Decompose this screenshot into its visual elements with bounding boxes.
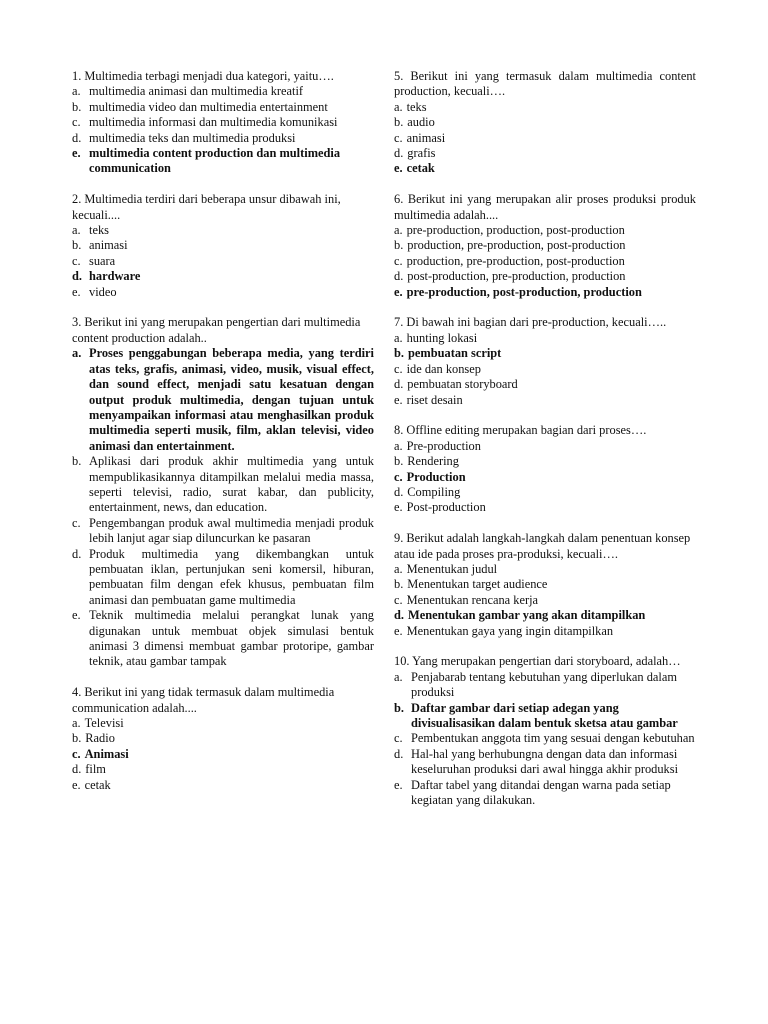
question-4 bbox=[72, 685, 374, 793]
option-c bbox=[72, 254, 374, 269]
question-8 bbox=[394, 423, 696, 515]
option-text: ide dan konsep bbox=[406, 361, 481, 376]
option-text: pembuatan script bbox=[408, 346, 502, 361]
option-c bbox=[394, 731, 696, 746]
option-e-correct bbox=[394, 285, 696, 300]
option-b bbox=[72, 731, 374, 746]
option-label: b. bbox=[72, 99, 82, 114]
option-label: d. bbox=[72, 762, 82, 777]
option-label: c. bbox=[72, 515, 81, 530]
option-b bbox=[394, 115, 696, 130]
option-text: Menentukan judul bbox=[406, 561, 498, 576]
option-text: hardware bbox=[89, 269, 141, 284]
option-a bbox=[394, 562, 696, 577]
option-label: a. bbox=[394, 330, 403, 345]
option-text: Daftar gambar dari setiap adegan yang divisualisasikan dalam bentuk sketsa atau gambar bbox=[411, 700, 678, 730]
option-c bbox=[72, 516, 374, 547]
option-text: production, pre-production, post-production bbox=[406, 253, 625, 268]
option-text: Daftar tabel yang ditandai dengan warna pada setiap kegiatan yang dilakukan. bbox=[411, 777, 671, 808]
option-text: Rendering bbox=[407, 454, 459, 469]
option-text: Menentukan gaya yang ingin ditampilkan bbox=[406, 623, 614, 638]
option-d-correct bbox=[394, 608, 696, 623]
option-label: d. bbox=[394, 146, 404, 161]
option-c bbox=[394, 131, 696, 146]
option-text: Penjabarab tentang kebutuhan yang diperlukan dalam produksi bbox=[411, 669, 677, 700]
option-label: e. bbox=[394, 284, 403, 299]
option-label: a. bbox=[394, 438, 403, 453]
option-label: b. bbox=[394, 346, 404, 361]
option-label: b. bbox=[72, 238, 82, 253]
option-a bbox=[72, 84, 374, 99]
option-e bbox=[394, 500, 696, 515]
option-text: audio bbox=[407, 115, 435, 130]
option-text: animasi bbox=[89, 238, 128, 253]
option-text: suara bbox=[89, 253, 116, 268]
option-text: Menentukan rencana kerja bbox=[406, 592, 539, 607]
option-text: Pengembangan produk awal multimedia menjadi produk lebih lanjut agar siap diluncurkan ke pasaran bbox=[89, 515, 374, 546]
option-text: production, pre-production, post-production bbox=[407, 238, 626, 253]
option-label: d. bbox=[394, 269, 404, 284]
option-text: Menentukan gambar yang akan ditampilkan bbox=[408, 608, 646, 623]
option-text: film bbox=[85, 762, 106, 777]
option-label: c. bbox=[394, 253, 403, 268]
option-text: Production bbox=[406, 469, 466, 484]
option-label: b. bbox=[394, 700, 404, 715]
option-d bbox=[72, 547, 374, 609]
option-label: c. bbox=[394, 361, 403, 376]
question-3 bbox=[72, 315, 374, 669]
option-e bbox=[394, 778, 696, 809]
option-c bbox=[394, 254, 696, 269]
option-c bbox=[394, 593, 696, 608]
option-text: Proses penggabungan beberapa media, yang terdiri atas teks, grafis, animasi, video, musik, visual effect, dan sound effect, menjadi satu kesatuan dengan output produk multimedia, dengan tujuan untuk menyampaikan informasi atau menghasilkan produk multimedia seperti musik, film, aklan televisi, video animasi dan entertainment. bbox=[89, 346, 374, 453]
question-text: 7. Di bawah ini bagian dari pre-production, kecuali….. bbox=[394, 315, 667, 330]
option-e bbox=[72, 778, 374, 793]
option-text: Televisi bbox=[84, 716, 124, 731]
option-label: b. bbox=[394, 577, 404, 592]
option-d bbox=[394, 747, 696, 778]
option-c-correct bbox=[394, 470, 696, 485]
option-a bbox=[72, 716, 374, 731]
question-text: 2. Multimedia terdiri dari beberapa unsur dibawah ini, kecuali.... bbox=[72, 192, 341, 222]
option-label: a. bbox=[72, 84, 81, 99]
option-d bbox=[72, 762, 374, 777]
option-label: a. bbox=[394, 223, 403, 238]
option-label: b. bbox=[394, 454, 404, 469]
option-label: a. bbox=[72, 223, 81, 238]
option-label: c. bbox=[394, 130, 403, 145]
option-text: riset desain bbox=[406, 392, 463, 407]
option-b-correct bbox=[394, 346, 696, 361]
option-b bbox=[72, 454, 374, 516]
option-text: hunting lokasi bbox=[406, 330, 478, 345]
option-text: multimedia animasi dan multimedia kreatif bbox=[89, 84, 304, 99]
option-label: e. bbox=[72, 146, 81, 161]
option-text: Radio bbox=[85, 731, 115, 746]
option-b bbox=[72, 238, 374, 253]
option-text: Aplikasi dari produk akhir multimedia yang untuk mempublikasikannya ditampilkan melalui media massa, seperti televisi, radio, surat kabar, dan publicity, entertainment, news, dan education. bbox=[89, 454, 374, 515]
option-c-correct bbox=[72, 747, 374, 762]
option-a-correct bbox=[72, 346, 374, 454]
question-9 bbox=[394, 531, 696, 639]
option-text: cetak bbox=[406, 161, 435, 176]
option-text: grafis bbox=[407, 146, 436, 161]
option-label: e. bbox=[394, 623, 403, 638]
option-text: pre-production, post-production, production bbox=[406, 284, 642, 299]
option-text: pembuatan storyboard bbox=[407, 377, 518, 392]
option-d bbox=[394, 269, 696, 284]
option-label: e. bbox=[394, 392, 403, 407]
option-label: d. bbox=[394, 746, 404, 761]
option-d-correct bbox=[72, 269, 374, 284]
option-text: pre-production, production, post-production bbox=[406, 223, 625, 238]
question-1 bbox=[72, 69, 374, 177]
question-5 bbox=[394, 69, 696, 177]
option-text: Compiling bbox=[407, 484, 461, 499]
option-a bbox=[394, 100, 696, 115]
option-d bbox=[394, 485, 696, 500]
option-b bbox=[394, 454, 696, 469]
option-label: c. bbox=[394, 592, 403, 607]
option-a bbox=[394, 331, 696, 346]
option-label: c. bbox=[394, 731, 403, 746]
option-d bbox=[394, 146, 696, 161]
option-a bbox=[394, 439, 696, 454]
option-label: b. bbox=[394, 238, 404, 253]
option-text: cetak bbox=[84, 777, 111, 792]
option-b bbox=[72, 100, 374, 115]
option-e-correct bbox=[72, 146, 374, 177]
option-label: d. bbox=[394, 484, 404, 499]
option-e bbox=[72, 608, 374, 670]
option-text: teks bbox=[406, 99, 427, 114]
option-text: multimedia teks dan multimedia produksi bbox=[89, 130, 296, 145]
option-label: d. bbox=[72, 269, 82, 284]
option-label: e. bbox=[394, 500, 403, 515]
option-label: b. bbox=[72, 454, 82, 469]
option-text: multimedia informasi dan multimedia komunikasi bbox=[89, 115, 338, 130]
option-label: a. bbox=[72, 716, 81, 731]
option-c bbox=[72, 115, 374, 130]
option-label: e. bbox=[72, 608, 81, 623]
option-label: a. bbox=[394, 561, 403, 576]
option-label: e. bbox=[72, 777, 81, 792]
option-label: d. bbox=[394, 377, 404, 392]
option-label: a. bbox=[394, 669, 403, 684]
option-label: d. bbox=[72, 546, 82, 561]
option-e bbox=[394, 393, 696, 408]
option-label: d. bbox=[394, 608, 404, 623]
option-text: Menentukan target audience bbox=[407, 577, 548, 592]
option-e-correct bbox=[394, 161, 696, 176]
option-label: d. bbox=[72, 130, 82, 145]
option-label: e. bbox=[394, 777, 403, 792]
option-label: b. bbox=[72, 731, 82, 746]
question-text: 10. Yang merupakan pengertian dari storyboard, adalah… bbox=[394, 654, 681, 669]
question-10 bbox=[394, 654, 696, 808]
left-column bbox=[72, 69, 374, 808]
option-text: Produk multimedia yang dikembangkan untuk pembuatan iklan, pertunjukan seni komersil, hiburan, pembuatan film dengan efek khusus, pembuatan film animasi dan pembuatan game multimedia bbox=[89, 546, 374, 607]
option-text: Animasi bbox=[84, 746, 129, 761]
option-label: c. bbox=[72, 253, 81, 268]
option-text: multimedia content production dan multimedia communication bbox=[89, 146, 341, 176]
option-d bbox=[72, 131, 374, 146]
option-text: Hal-hal yang berhubungna dengan data dan informasi keseluruhan produksi dari awal hingga akhir produksi bbox=[411, 746, 679, 777]
option-text: multimedia video dan multimedia entertainment bbox=[89, 99, 328, 114]
question-text: 3. Berikut ini yang merupakan pengertian dari multimedia content production adalah.. bbox=[72, 315, 361, 345]
question-6 bbox=[394, 192, 696, 300]
question-text: 9. Berikut adalah langkah-langkah dalam penentuan konsep atau ide pada proses pra-produksi, kecuali…. bbox=[394, 531, 691, 561]
option-label: b. bbox=[394, 115, 404, 130]
option-text: Pre-production bbox=[406, 438, 481, 453]
option-b-correct bbox=[394, 701, 696, 732]
option-d bbox=[394, 377, 696, 392]
option-a bbox=[72, 223, 374, 238]
question-text: 5. Berikut ini yang termasuk dalam multimedia content production, kecuali…. bbox=[394, 69, 696, 99]
option-label: c. bbox=[72, 746, 81, 761]
option-label: e. bbox=[394, 161, 403, 176]
option-label: e. bbox=[72, 284, 81, 299]
option-a bbox=[394, 223, 696, 238]
question-2 bbox=[72, 192, 374, 300]
question-text: 8. Offline editing merupakan bagian dari proses…. bbox=[394, 423, 647, 438]
question-7 bbox=[394, 315, 696, 407]
question-text: 1. Multimedia terbagi menjadi dua kategori, yaitu…. bbox=[72, 69, 334, 83]
option-b bbox=[394, 577, 696, 592]
option-label: a. bbox=[72, 346, 82, 361]
option-label: c. bbox=[72, 115, 81, 130]
option-label: a. bbox=[394, 99, 403, 114]
option-text: post-production, pre-production, production bbox=[407, 269, 626, 284]
option-b bbox=[394, 238, 696, 253]
option-a bbox=[394, 670, 696, 701]
question-text: 4. Berikut ini yang tidak termasuk dalam multimedia communication adalah.... bbox=[72, 685, 335, 715]
question-text: 6. Berikut ini yang merupakan alir proses produksi produk multimedia adalah.... bbox=[394, 192, 696, 222]
option-text: teks bbox=[89, 223, 109, 238]
option-text: Pembentukan anggota tim yang sesuai dengan kebutuhan bbox=[411, 731, 695, 746]
option-e bbox=[72, 285, 374, 300]
option-text: video bbox=[89, 284, 117, 299]
option-text: Teknik multimedia melalui perangkat lunak yang digunakan untuk membuat objek simulasi bentuk animasi 3 dimensi membuat gambar protoripe, gambar teknik, atau gambar tampak bbox=[89, 608, 374, 669]
option-label: c. bbox=[394, 469, 403, 484]
option-text: animasi bbox=[406, 130, 446, 145]
option-text: Post-production bbox=[406, 500, 486, 515]
right-column bbox=[394, 69, 696, 824]
option-e bbox=[394, 624, 696, 639]
option-c bbox=[394, 362, 696, 377]
